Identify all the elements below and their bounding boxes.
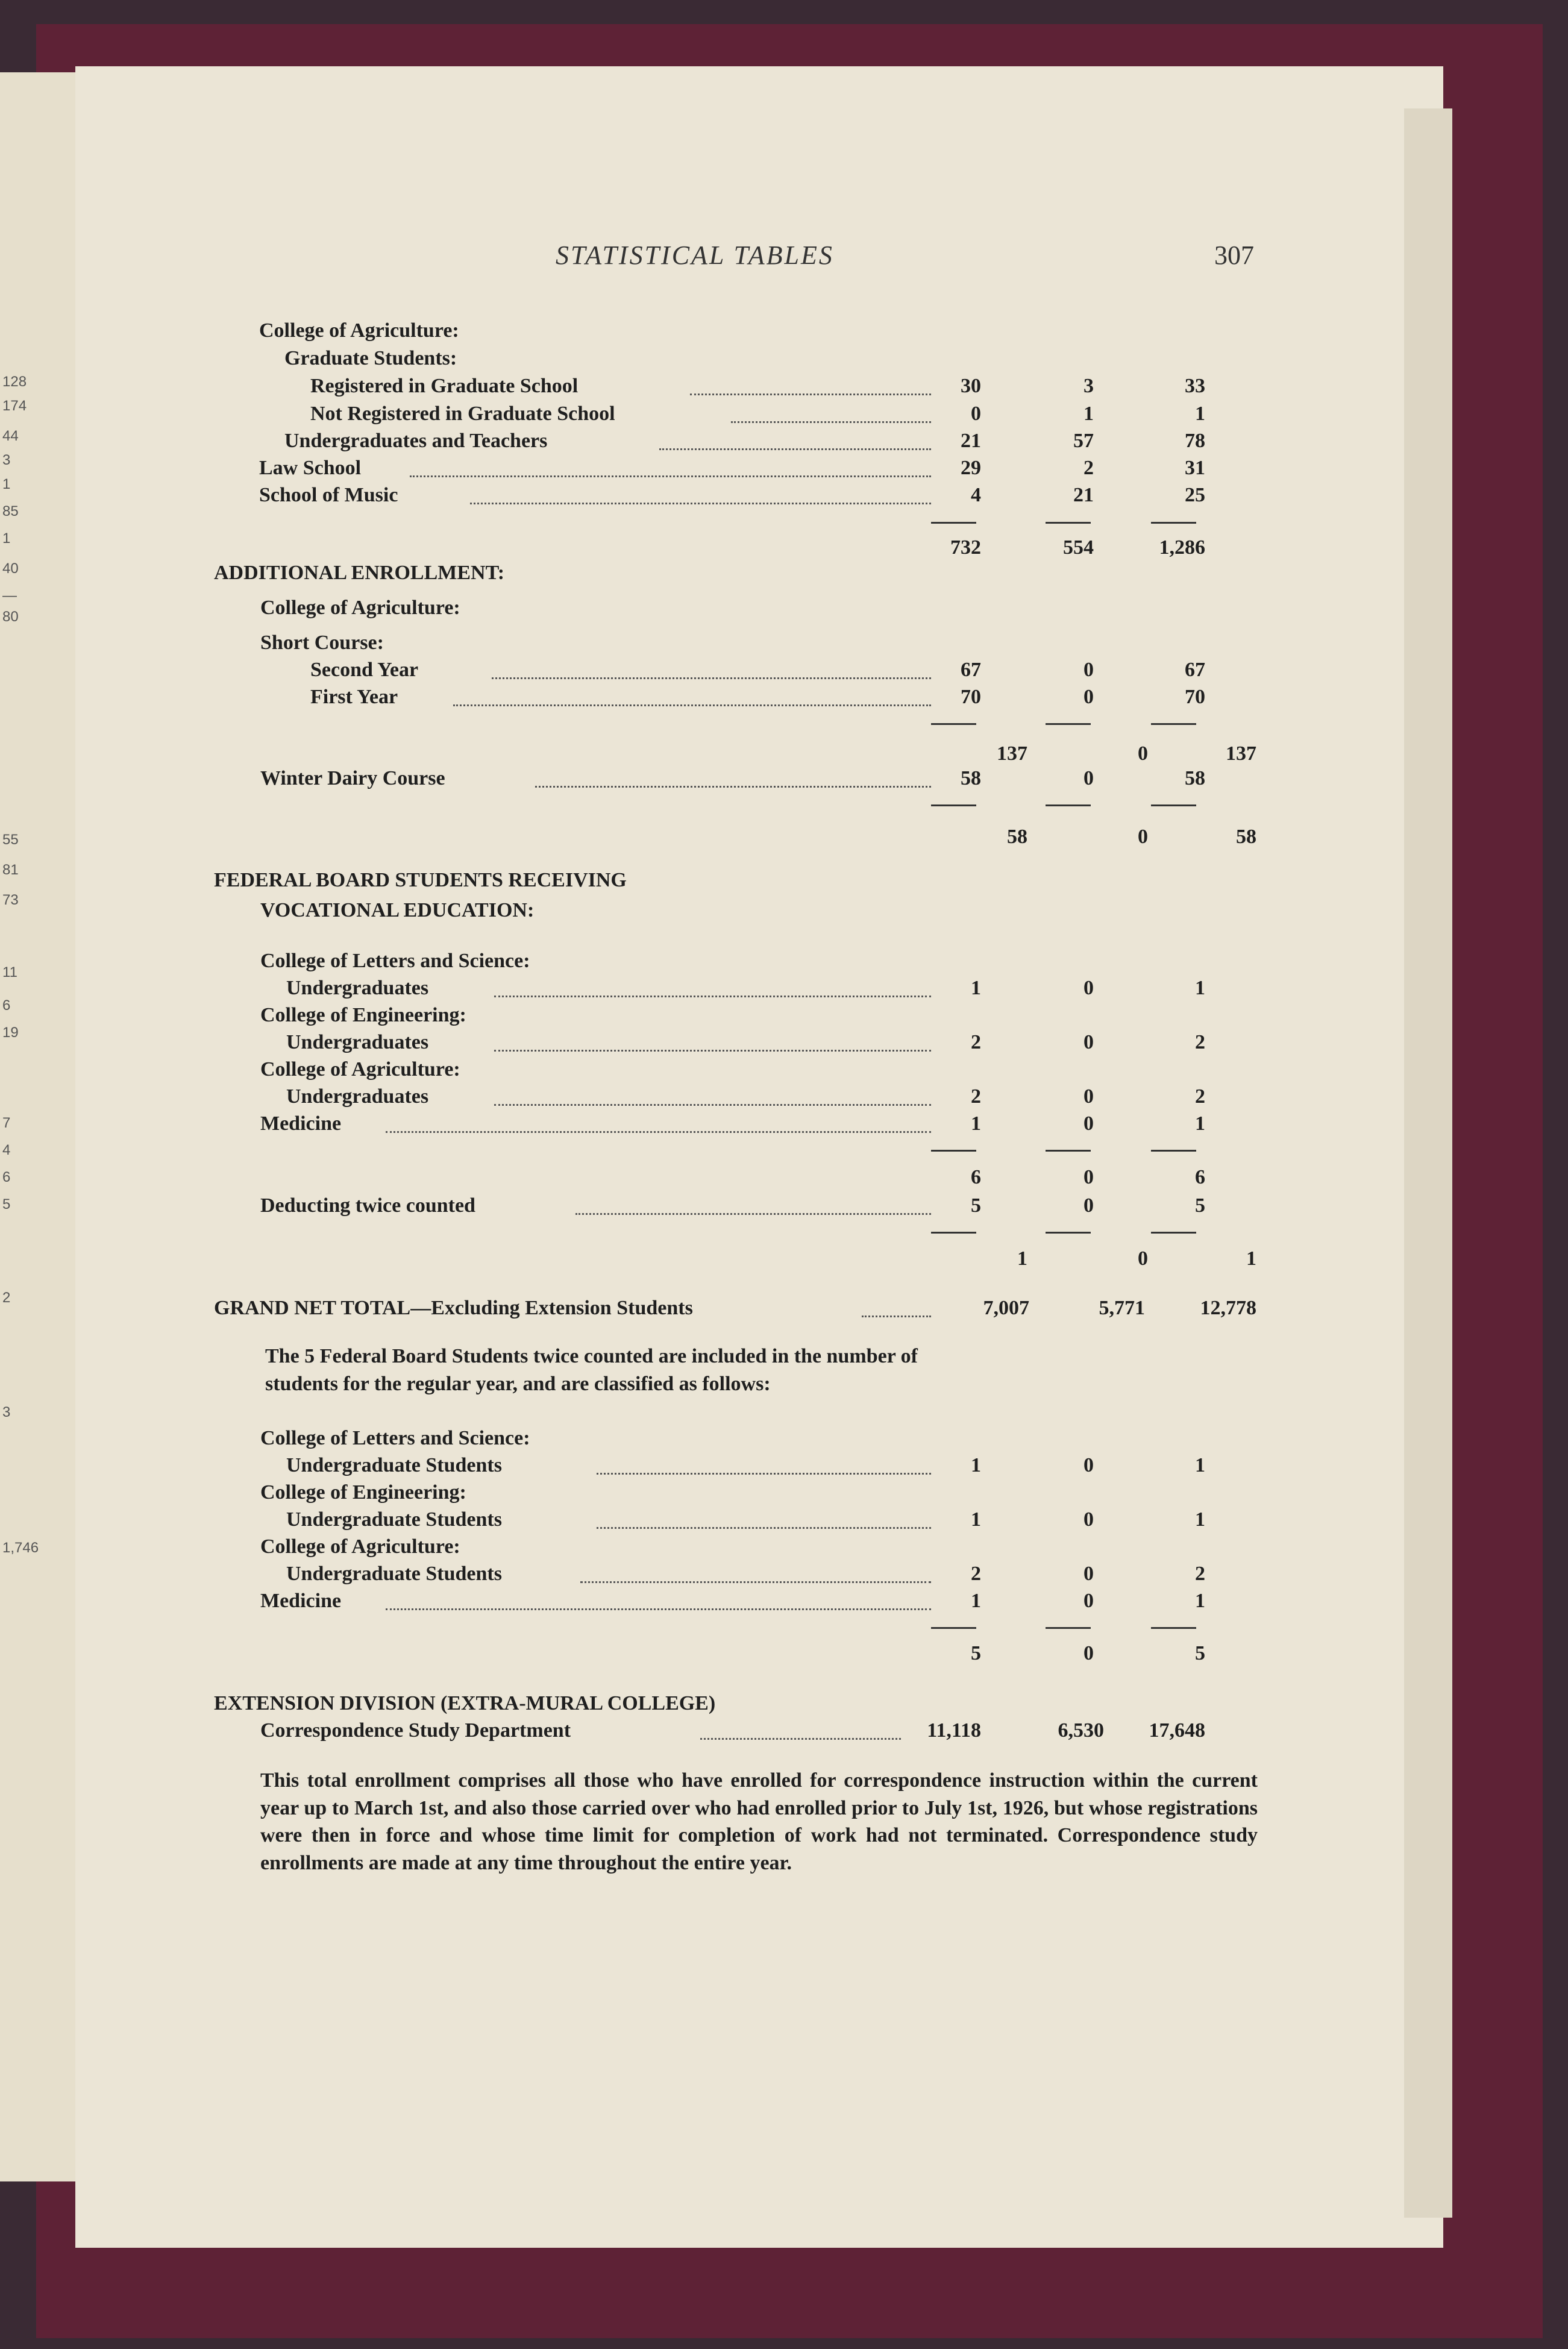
table-value: 31 [1185, 457, 1205, 479]
table-value: 5 [1195, 1642, 1205, 1664]
row-label: College of Agriculture: [260, 1535, 460, 1558]
row-label: Correspondence Study Department [260, 1719, 571, 1742]
table-value: 25 [1185, 484, 1205, 506]
sum-rule [1046, 1150, 1091, 1152]
subtotal-value: 58 [1236, 826, 1256, 848]
margin-number: 19 [2, 1024, 19, 1041]
dot-leader [470, 501, 931, 504]
table-value: 21 [961, 430, 981, 452]
table-value: 1,286 [1159, 536, 1205, 559]
margin-number: 85 [2, 503, 19, 519]
row-label: Winter Dairy Course [260, 767, 445, 789]
margin-number: 4 [2, 1142, 11, 1158]
table-value: 0 [1083, 977, 1094, 999]
row-label: VOCATIONAL EDUCATION: [260, 899, 535, 921]
table-value: 1 [1195, 1590, 1205, 1612]
table-value: 0 [971, 403, 981, 425]
margin-number: 174 [2, 398, 27, 414]
note-classification: The 5 Federal Board Students twice counted are included in the number of students for the regular year, and are classified as follows: [265, 1345, 918, 1395]
table-value: 2 [1083, 457, 1094, 479]
table-value: 1 [971, 1454, 981, 1476]
dot-leader [659, 447, 931, 450]
margin-number: 1 [2, 476, 11, 492]
table-value: 1 [1195, 403, 1205, 425]
row-label: Undergraduates [286, 977, 429, 999]
sum-rule [1151, 723, 1196, 725]
grand-total-value: 12,778 [1200, 1297, 1256, 1319]
page-number: 307 [1214, 240, 1254, 270]
table-value: 0 [1083, 1085, 1094, 1108]
row-label: Medicine [260, 1112, 342, 1135]
margin-number: 80 [2, 609, 19, 625]
margin-number: 5 [2, 1196, 11, 1212]
subtotal-value: 137 [1226, 742, 1256, 765]
margin-number: 1 [2, 530, 11, 547]
margin-number: 6 [2, 1169, 11, 1185]
sum-rule [1046, 1627, 1091, 1629]
table-value: 30 [961, 375, 981, 397]
extension-value: 17,648 [1149, 1719, 1205, 1742]
dot-leader [494, 994, 931, 997]
row-label: College of Letters and Science: [260, 950, 530, 972]
table-value: 70 [961, 686, 981, 708]
table-value: 2 [1195, 1563, 1205, 1585]
table-value: 6 [971, 1166, 981, 1188]
row-label: Second Year [310, 659, 419, 681]
sum-rule [931, 1232, 976, 1234]
table-value: 5 [971, 1194, 981, 1217]
dot-leader [580, 1579, 931, 1583]
table-value: 0 [1083, 659, 1094, 681]
table-value: 0 [1083, 1166, 1094, 1188]
subtotal-value: 1 [1246, 1247, 1256, 1270]
row-label: Undergraduates [286, 1085, 429, 1108]
table-value: 57 [1073, 430, 1094, 452]
table-value: 58 [961, 767, 981, 789]
row-label: College of Engineering: [260, 1004, 466, 1026]
extension-value: 6,530 [1058, 1719, 1104, 1742]
dot-leader [494, 1102, 931, 1106]
table-value: 732 [950, 536, 981, 559]
row-label: Law School [259, 457, 362, 479]
sum-rule [931, 1627, 976, 1629]
row-label: College of Agriculture: [260, 1058, 460, 1080]
table-value: 3 [1083, 375, 1094, 397]
margin-number: 7 [2, 1115, 11, 1131]
table-value: 0 [1083, 767, 1094, 789]
table-value: 1 [971, 1112, 981, 1135]
sum-rule [1046, 723, 1091, 725]
sum-rule [1046, 1232, 1091, 1234]
sum-rule [1046, 522, 1091, 524]
table-value: 5 [971, 1642, 981, 1664]
sum-rule [931, 1150, 976, 1152]
grand-total-value: 5,771 [1099, 1297, 1145, 1319]
table-value: 1 [971, 1590, 981, 1612]
table-value: 2 [971, 1563, 981, 1585]
dot-leader [494, 1048, 931, 1052]
table-value: 1 [971, 1508, 981, 1531]
table-value: 5 [1195, 1194, 1205, 1217]
table-value: 78 [1185, 430, 1205, 452]
row-label: College of Agriculture: [260, 597, 460, 619]
margin-number: 3 [2, 1404, 11, 1420]
subtotal-value: 0 [1138, 826, 1148, 848]
table-value: 1 [1195, 977, 1205, 999]
row-label: College of Agriculture: [259, 319, 459, 342]
table-value: 0 [1083, 1194, 1094, 1217]
row-label: EXTENSION DIVISION (EXTRA-MURAL COLLEGE) [214, 1692, 716, 1714]
table-value: 29 [961, 457, 981, 479]
row-label: Registered in Graduate School [310, 375, 579, 397]
row-label: Deducting twice counted [260, 1194, 475, 1217]
margin-number: 11 [2, 964, 17, 980]
margin-number: 6 [2, 997, 11, 1014]
extension-value: 11,118 [927, 1719, 981, 1742]
dot-leader [386, 1607, 931, 1610]
row-label: FEDERAL BOARD STUDENTS RECEIVING [214, 869, 627, 891]
dot-leader [597, 1471, 931, 1475]
running-header: STATISTICAL TABLES [556, 240, 834, 270]
margin-number: 81 [2, 862, 19, 878]
table-value: 0 [1083, 1112, 1094, 1135]
table-value: 21 [1073, 484, 1094, 506]
row-label: ADDITIONAL ENROLLMENT: [214, 562, 505, 584]
sum-rule [1151, 522, 1196, 524]
sum-rule [1151, 804, 1196, 806]
subtotal-value: 58 [1007, 826, 1027, 848]
sum-rule [1151, 1150, 1196, 1152]
margin-number: 1,746 [2, 1540, 39, 1556]
grand-total-value: 7,007 [983, 1297, 1029, 1319]
row-label: Short Course: [260, 632, 384, 654]
subtotal-value: 0 [1138, 1247, 1148, 1270]
table-value: 1 [1195, 1454, 1205, 1476]
table-value: 554 [1063, 536, 1094, 559]
table-value: 2 [1195, 1031, 1205, 1053]
table-value: 0 [1083, 1590, 1094, 1612]
row-label: School of Music [259, 484, 398, 506]
dot-leader [700, 1736, 901, 1740]
table-value: 33 [1185, 375, 1205, 397]
sum-rule [931, 723, 976, 725]
sum-rule [1046, 804, 1091, 806]
table-value: 4 [971, 484, 981, 506]
row-label: Undergraduate Students [286, 1454, 502, 1476]
subtotal-value: 1 [1017, 1247, 1027, 1270]
table-value: 0 [1083, 1642, 1094, 1664]
table-value: 70 [1185, 686, 1205, 708]
dot-leader [690, 392, 931, 395]
row-label: College of Letters and Science: [260, 1427, 530, 1449]
table-value: 6 [1195, 1166, 1205, 1188]
sum-rule [1151, 1232, 1196, 1234]
dot-leader [386, 1129, 931, 1133]
dot-leader [575, 1211, 931, 1215]
table-value: 1 [1083, 403, 1094, 425]
dot-leader [410, 474, 931, 477]
margin-number: 128 [2, 374, 27, 390]
table-value: 0 [1083, 1508, 1094, 1531]
table-value: 2 [971, 1085, 981, 1108]
table-value: 1 [1195, 1112, 1205, 1135]
row-label: Undergraduate Students [286, 1563, 502, 1585]
margin-number: 73 [2, 892, 19, 908]
margin-number: — [2, 588, 17, 604]
table-value: 0 [1083, 686, 1094, 708]
row-label: Undergraduates [286, 1031, 429, 1053]
dot-leader [862, 1314, 931, 1317]
row-label: First Year [310, 686, 398, 708]
margin-number: 2 [2, 1290, 11, 1306]
row-label: Not Registered in Graduate School [310, 403, 615, 425]
table-value: 1 [1195, 1508, 1205, 1531]
subtotal-value: 0 [1138, 742, 1148, 765]
table-value: 67 [1185, 659, 1205, 681]
table-value: 58 [1185, 767, 1205, 789]
sum-rule [931, 522, 976, 524]
margin-number: 44 [2, 428, 19, 444]
sum-rule [1151, 1627, 1196, 1629]
row-label: College of Engineering: [260, 1481, 466, 1504]
table-value: 67 [961, 659, 981, 681]
dot-leader [492, 676, 931, 679]
subtotal-value: 137 [997, 742, 1027, 765]
table-value: 0 [1083, 1563, 1094, 1585]
row-label: Undergraduate Students [286, 1508, 502, 1531]
dot-leader [535, 784, 931, 788]
table-value: 0 [1083, 1031, 1094, 1053]
table-value: 1 [971, 977, 981, 999]
table-value: 2 [971, 1031, 981, 1053]
note-enrollment: This total enrollment comprises all those who have enrolled for correspondence instruction within the current year up to March 1st, and also those carried over who had enrolled prior to July 1st, 1926, but whose registrations were then in force and whose time limit for completion of work had not terminated. Correspondence study enrollments are made at any time throughout the entire year. [260, 1769, 1258, 1874]
table-value: 0 [1083, 1454, 1094, 1476]
row-label: Graduate Students: [284, 347, 457, 369]
sum-rule [931, 804, 976, 806]
row-label: GRAND NET TOTAL—Excluding Extension Students [214, 1297, 693, 1319]
dot-leader [597, 1525, 931, 1529]
margin-number: 40 [2, 560, 19, 577]
row-label: Undergraduates and Teachers [284, 430, 548, 452]
row-label: Medicine [260, 1590, 342, 1612]
margin-number: 55 [2, 832, 19, 848]
table-value: 2 [1195, 1085, 1205, 1108]
dot-leader [453, 703, 931, 706]
dot-leader [731, 419, 931, 423]
margin-number: 3 [2, 452, 11, 468]
